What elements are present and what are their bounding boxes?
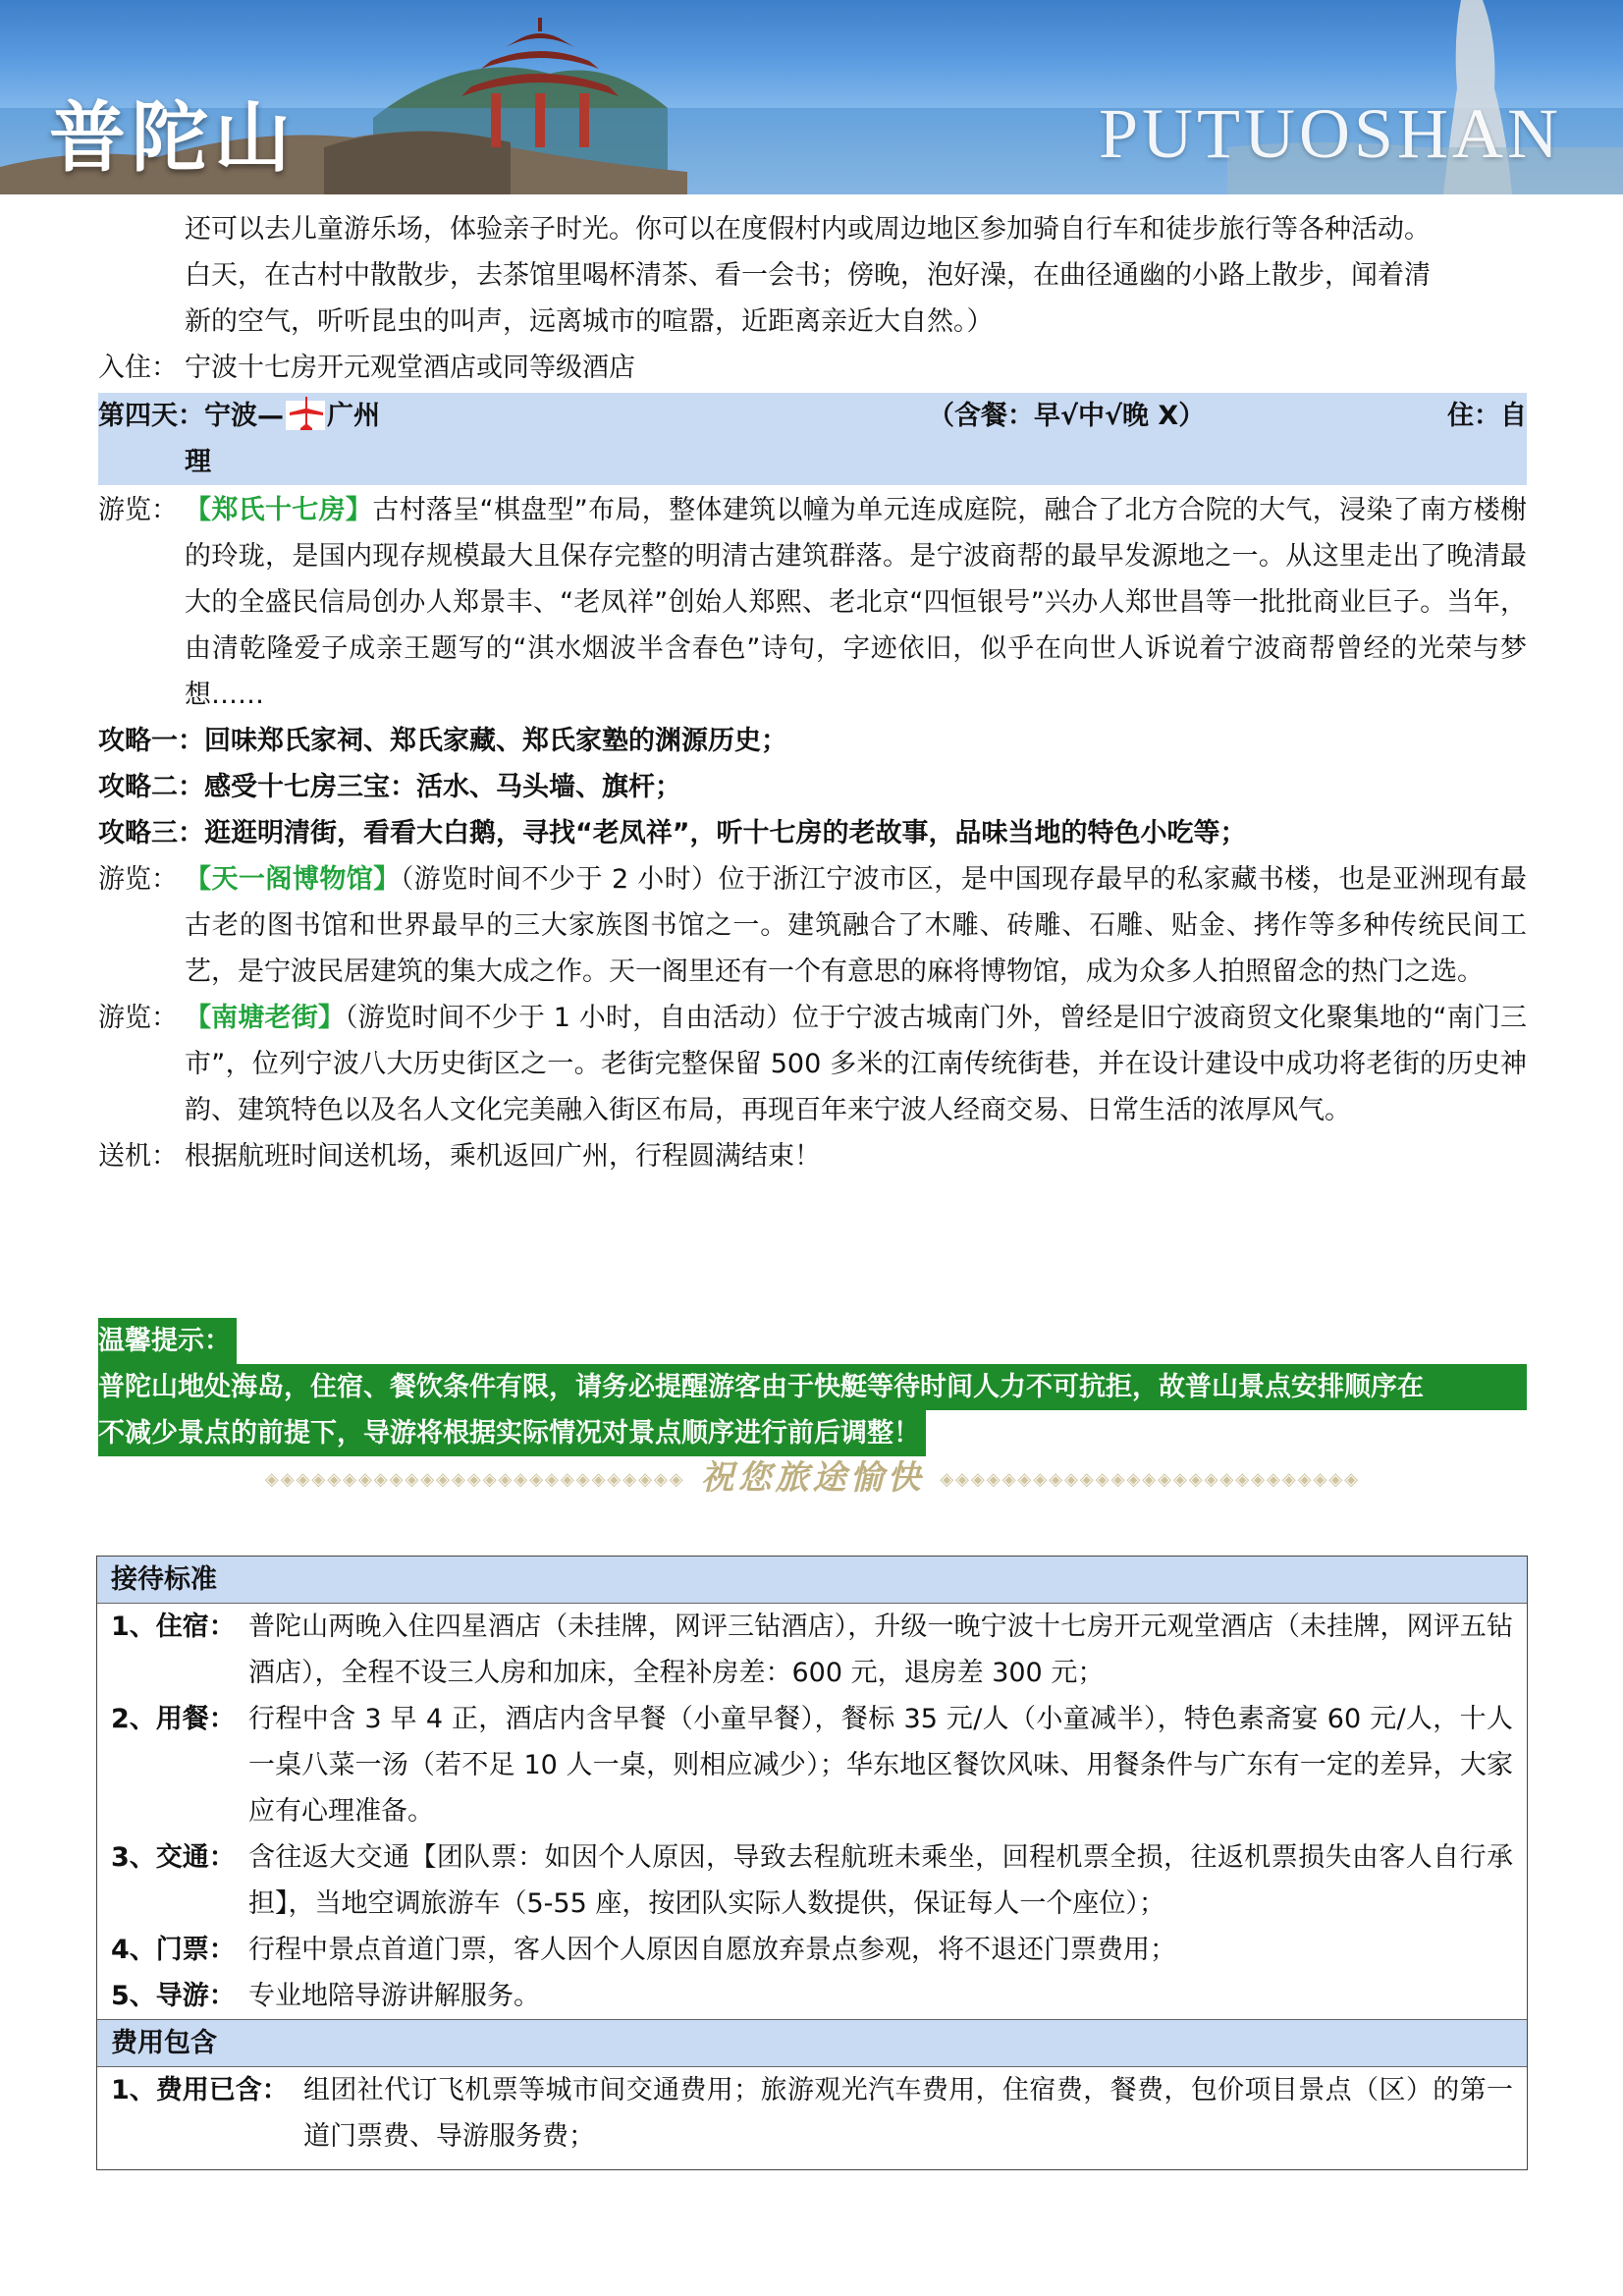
- tour-name: 【南塘老街】: [185, 1003, 346, 1033]
- banner-title-en: PUTUOSHAN: [1098, 94, 1562, 173]
- day4-meals: （含餐：早√中√晚 X）: [928, 401, 1206, 431]
- warm-tips: [98, 1318, 1527, 1456]
- send-label: 送机：: [98, 1141, 178, 1172]
- tour-name: 【郑氏十七房】: [185, 495, 373, 525]
- stay-row: [98, 345, 1527, 391]
- standard-key: 5、导游：: [111, 1981, 236, 2011]
- decorative-dots-left: ◈◈◈◈◈◈◈◈◈◈◈◈◈◈◈◈◈◈◈◈◈◈◈◈◈◈◈: [264, 1469, 685, 1490]
- send-text: 根据航班时间送机场，乘机返回广州，行程圆满结束！: [185, 1141, 821, 1172]
- fee-header: 费用包含: [97, 2019, 1527, 2067]
- standard-key: 4、门票：: [111, 1935, 236, 1965]
- guide-2: 攻略二：感受十七房三宝：活水、马头墙、旗杆；: [98, 772, 681, 802]
- intro-line: 新的空气，听听昆虫的叫声，远离城市的喧嚣，近距离亲近大自然。）: [185, 306, 994, 337]
- tour-nantang: [98, 995, 1527, 1133]
- tips-line-2: 不减少景点的前提下，导游将根据实际情况对景点顺序进行前后调整！: [98, 1410, 926, 1456]
- day4-title: [98, 393, 380, 439]
- plane-icon: [284, 393, 327, 432]
- guide-1: 攻略一：回味郑氏家祠、郑氏家藏、郑氏家塾的渊源历史；: [98, 726, 787, 756]
- standard-value: 行程中景点首道门票，客人因个人原因自愿放弃景点参观，将不退还门票费用；: [248, 1935, 1176, 1965]
- tips-title: 温馨提示：: [98, 1318, 237, 1364]
- day4-stay-a: 住：自: [1447, 401, 1527, 431]
- wish-text: 祝您旅途愉快: [700, 1458, 925, 1498]
- guide-3: 攻略三：逛逛明清街，看看大白鹅，寻找“老凤祥”，听十七房的老故事，品味当地的特色小吃等；: [98, 818, 1247, 848]
- tour-text: （游览时间不少于 2 小时）位于浙江宁波市区，是中国现存最早的私家藏书楼，也是亚洲现有最古老的图书馆和世界最早的三大家族图书馆之一。建筑融合了木雕、砖雕、石雕、贴金、拷作等多种传统民间工艺，是宁波民居建筑的集大成之作。天一阁里还有一个有意思的麻将博物馆，成为众多人拍照留念的热门之选。: [185, 864, 1528, 987]
- standards-header: 接待标准: [97, 1557, 1527, 1604]
- banner-title-cn: 普陀山: [49, 94, 298, 183]
- header-banner: [0, 0, 1623, 194]
- reception-standards-table: [96, 1556, 1528, 2170]
- standard-item: [97, 1927, 1527, 1973]
- day4-title-a: 第四天：宁波—: [98, 401, 284, 431]
- day4-header: [98, 393, 1527, 485]
- standard-value: 普陀山两晚入住四星酒店（未挂牌，网评三钻酒店），升级一晚宁波十七房开元观堂酒店（未挂牌，网评五钻酒店），全程不设三人房和加床，全程补房差：600 元，退房差 300 元；: [248, 1612, 1513, 1688]
- decorative-dots-right: ◈◈◈◈◈◈◈◈◈◈◈◈◈◈◈◈◈◈◈◈◈◈◈◈◈◈◈: [940, 1469, 1361, 1490]
- tour-zhengshi: [98, 487, 1527, 718]
- standard-item: [97, 1696, 1527, 1834]
- tour-text: （游览时间不少于 1 小时，自由活动）位于宁波古城南门外，曾经是旧宁波商贸文化聚集地的“南门三市”，位列宁波八大历史街区之一。老街完整保留 500 多米的江南传统街巷，并在设计建设中成功将老街的历史神韵、建筑特色以及名人文化完美融入街区布局，再现百年来宁波人经商交易、日常生活的浓厚风气。: [185, 1003, 1527, 1125]
- stay-label: 入住：: [98, 353, 178, 383]
- standard-key: 3、交通：: [111, 1842, 236, 1873]
- standard-item: [97, 1834, 1527, 1927]
- tour-name: 【天一阁博物馆】: [185, 864, 401, 895]
- fee-value: 组团社代订飞机票等城市间交通费用；旅游观光汽车费用，住宿费，餐费，包价项目景点（区）的第一道门票费、导游服务费；: [303, 2075, 1513, 2152]
- fee-item: [97, 2067, 1527, 2159]
- send-off-row: [98, 1133, 1527, 1179]
- fee-key: 1、费用已含：: [111, 2075, 289, 2105]
- standard-key: 2、用餐：: [111, 1704, 236, 1734]
- standard-value: 行程中含 3 早 4 正，酒店内含早餐（小童早餐），餐标 35 元/人（小童减半），特色素斋宴 60 元/人，十人一桌八菜一汤（若不足 10 人一桌，则相应减少）；华东地区餐饮风味、用餐条件与广东有一定的差异，大家应有心理准备。: [248, 1704, 1513, 1827]
- tour-label: 游览：: [98, 1003, 178, 1033]
- wish-banner: [98, 1455, 1527, 1501]
- tour-tianyige: [98, 856, 1527, 995]
- tour-label: 游览：: [98, 495, 178, 525]
- intro-line: 白天，在古村中散散步，去茶馆里喝杯清茶、看一会书；傍晚，泡好澡，在曲径通幽的小路上散步，闻着清: [185, 260, 1431, 291]
- standard-value: 专业地陪导游讲解服务。: [248, 1981, 540, 2011]
- itinerary-content: [98, 206, 1527, 1179]
- standard-key: 1、住宿：: [111, 1612, 236, 1642]
- tour-label: 游览：: [98, 864, 178, 895]
- standard-value: 含往返大交通【团队票：如因个人原因，导致去程航班未乘坐，回程机票全损，往返机票损失由客人自行承担】，当地空调旅游车（5-55 座，按团队实际人数提供，保证每人一个座位）；: [248, 1842, 1513, 1919]
- day4-stay-b: 理: [185, 447, 211, 477]
- day4-title-b: 广州: [327, 401, 380, 431]
- standard-item: [97, 1973, 1527, 2019]
- stay-text: 宁波十七房开元观堂酒店或同等级酒店: [185, 353, 635, 383]
- intro-line: 还可以去儿童游乐场，体验亲子时光。你可以在度假村内或周边地区参加骑自行车和徒步旅行等各种活动。: [185, 214, 1431, 245]
- tips-line-1: 普陀山地处海岛，住宿、餐饮条件有限，请务必提醒游客由于快艇等待时间人力不可抗拒，故普山景点安排顺序在: [98, 1364, 1527, 1410]
- standard-item: [97, 1604, 1527, 1696]
- tour-text: 古村落呈“棋盘型”布局，整体建筑以幢为单元连成庭院，融合了北方合院的大气，浸染了南方楼榭的玲珑，是国内现存规模最大且保存完整的明清古建筑群落。是宁波商帮的最早发源地之一。从这里走出了晚清最大的全盛民信局创办人郑景丰、“老凤祥”创始人郑熙、老北京“四恒银号”兴办人郑世昌等一批批商业巨子。当年，由清乾隆爱子成亲王题写的“淇水烟波半含春色”诗句，字迹依旧，似乎在向世人诉说着宁波商帮曾经的光荣与梦想……: [185, 495, 1527, 710]
